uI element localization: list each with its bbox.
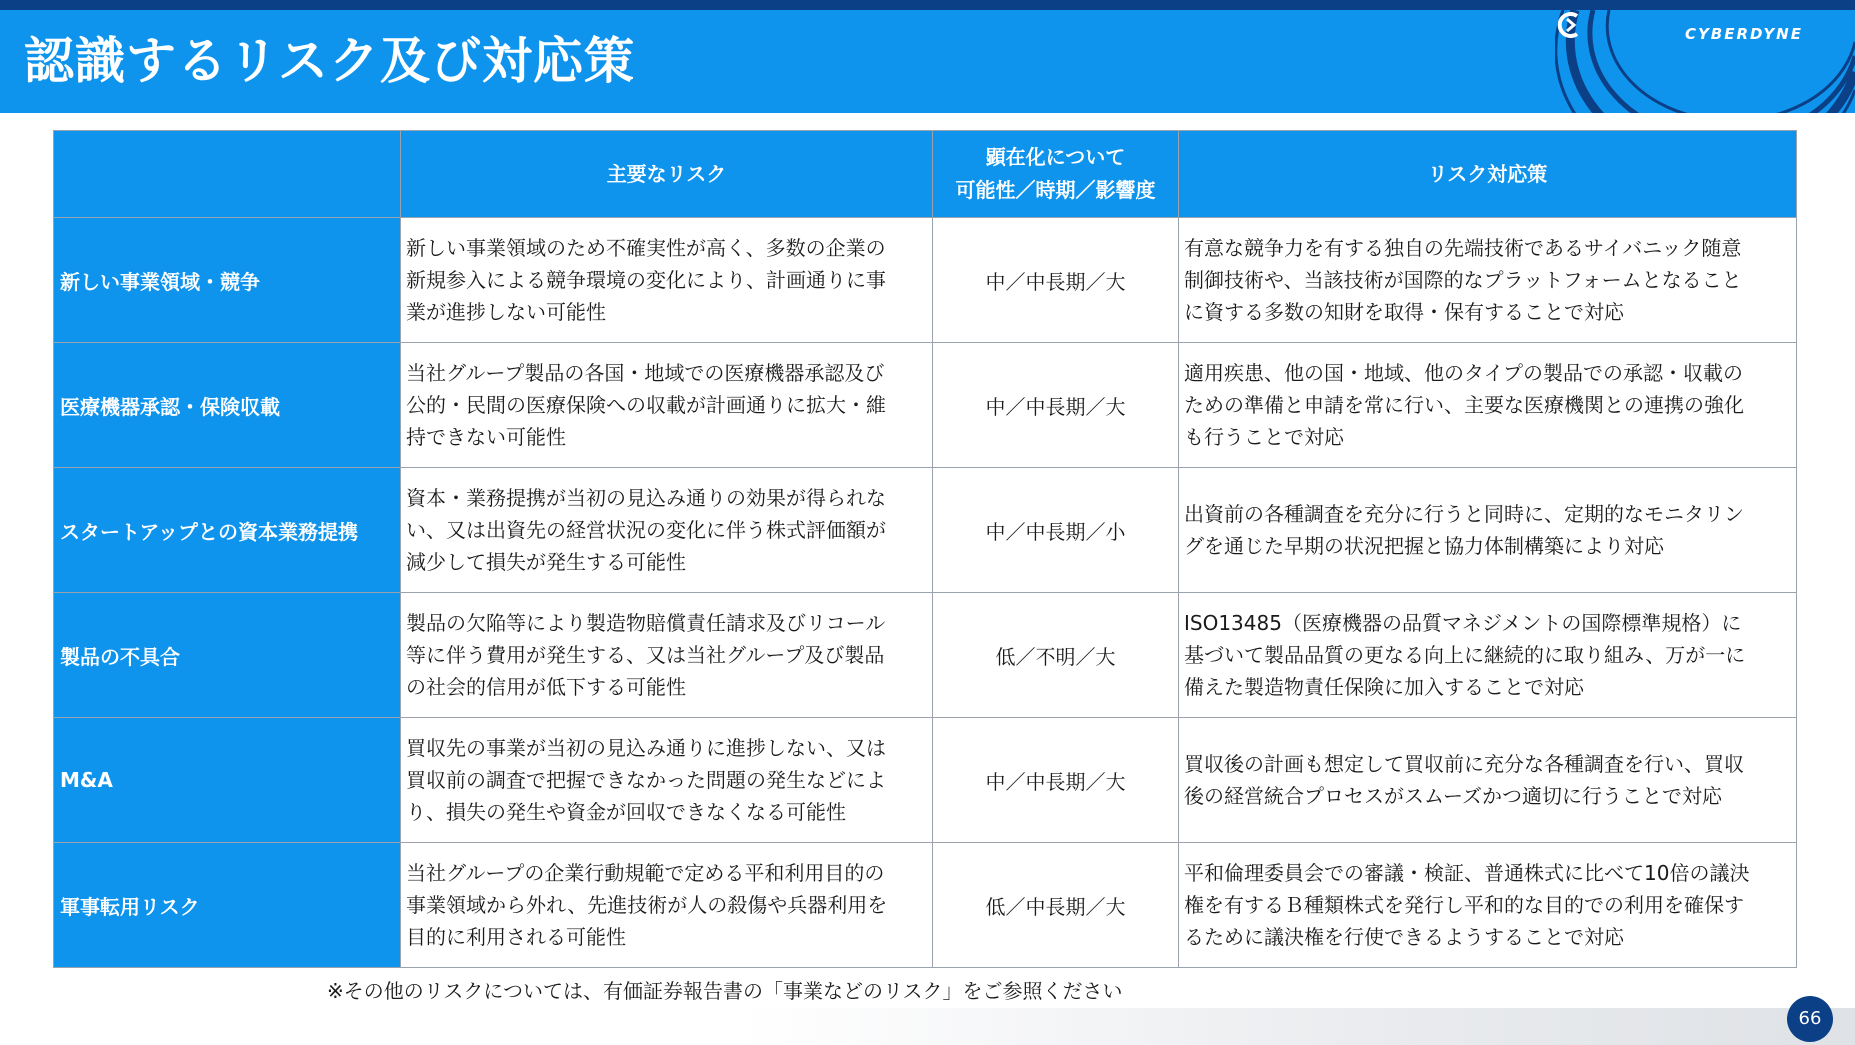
text-line: 新規参入による競争環境の変化により、計画通りに事 <box>406 268 886 292</box>
text-line: に資する多数の知財を取得・保有することで対応 <box>1184 300 1624 324</box>
text-line: い、又は出資先の経営状況の変化に伴う株式評価額が <box>406 518 886 542</box>
risk-category: スタートアップとの資本業務提携 <box>54 468 401 593</box>
risk-description <box>401 843 933 968</box>
text-line: ISO13485（医療機器の品質マネジメントの国際標準規格）に <box>1184 611 1742 635</box>
text-line: も行うことで対応 <box>1184 425 1344 449</box>
text-line: 公的・民間の医療保険への収載が計画通りに拡大・維 <box>406 393 886 417</box>
top-accent-bar <box>0 0 1855 10</box>
text-line: 減少して損失が発生する可能性 <box>406 550 686 574</box>
text-line: 目的に利用される可能性 <box>406 925 626 949</box>
text-line: 後の経営統合プロセスがスムーズかつ適切に行うことで対応 <box>1184 784 1722 808</box>
text-line: り、損失の発生や資金が回収できなくなる可能性 <box>406 800 846 824</box>
risk-description <box>401 593 933 718</box>
cyberdyne-logo-icon <box>1555 10 1585 40</box>
text-line: の社会的信用が低下する可能性 <box>406 675 686 699</box>
header-bar <box>0 10 1855 113</box>
risk-level: 低／中長期／大 <box>933 843 1179 968</box>
risk-measure <box>1179 718 1797 843</box>
text-line: 新しい事業領域のため不確実性が高く、多数の企業の <box>406 236 886 260</box>
text-line: 当社グループの企業行動規範で定める平和利用目的の <box>406 861 885 885</box>
risk-category: 医療機器承認・保険収載 <box>54 343 401 468</box>
risk-table <box>53 130 1797 968</box>
risk-level: 低／不明／大 <box>933 593 1179 718</box>
risk-column-header: 主要なリスク <box>401 131 933 218</box>
text-line: るために議決権を行使できるようすることで対応 <box>1184 925 1624 949</box>
footnote: ※その他のリスクについては、有価証券報告書の「事業などのリスク」をご参照ください <box>327 979 1123 1003</box>
text-line: 制御技術や、当該技術が国際的なプラットフォームとなること <box>1184 268 1742 292</box>
text-line: 権を有するＢ種類株式を発行し平和的な目的での利用を確保す <box>1184 893 1744 917</box>
table-row <box>54 843 1797 968</box>
risk-category: 製品の不具合 <box>54 593 401 718</box>
risk-description <box>401 343 933 468</box>
likelihood-header-line2: 可能性／時期／影響度 <box>955 178 1156 202</box>
table-row <box>54 468 1797 593</box>
table-header-row <box>54 131 1797 218</box>
risk-description <box>401 218 933 343</box>
bottom-gradient-bar <box>0 1008 1855 1045</box>
category-column-header <box>54 131 401 218</box>
text-line: グを通じた早期の状況把握と協力体制構築により対応 <box>1184 534 1664 558</box>
text-line: 有意な競争力を有する独自の先端技術であるサイバニック随意 <box>1184 236 1742 260</box>
risk-level: 中／中長期／大 <box>933 718 1179 843</box>
risk-level: 中／中長期／大 <box>933 218 1179 343</box>
table-row <box>54 718 1797 843</box>
text-line: 製品の欠陥等により製造物賠償責任請求及びリコール <box>406 611 886 635</box>
risk-measure <box>1179 843 1797 968</box>
brand-logo-area <box>1555 10 1855 113</box>
risk-description <box>401 468 933 593</box>
text-line: 基づいて製品品質の更なる向上に継続的に取り組み、万が一に <box>1184 643 1746 667</box>
brand-name: CYBERDYNE <box>1684 25 1803 43</box>
risk-measure <box>1179 593 1797 718</box>
risk-level: 中／中長期／小 <box>933 468 1179 593</box>
measures-column-header: リスク対応策 <box>1179 131 1797 218</box>
text-line: ための準備と申請を常に行い、主要な医療機関との連携の強化 <box>1184 393 1744 417</box>
likelihood-header-line1: 顕在化について <box>985 145 1126 169</box>
likelihood-column-header <box>933 131 1179 218</box>
text-line: 業が進捗しない可能性 <box>406 300 606 324</box>
page-title: 認識するリスク及び対応策 <box>24 32 635 90</box>
text-line: 適用疾患、他の国・地域、他のタイプの製品での承認・収載の <box>1184 361 1743 385</box>
table-row <box>54 218 1797 343</box>
page-number-badge: 66 <box>1787 996 1833 1042</box>
text-line: 買収後の計画も想定して買収前に充分な各種調査を行い、買収 <box>1184 752 1744 776</box>
risk-category: 軍事転用リスク <box>54 843 401 968</box>
text-line: 備えた製造物責任保険に加入することで対応 <box>1184 675 1584 699</box>
risk-measure <box>1179 343 1797 468</box>
text-line: 等に伴う費用が発生する、又は当社グループ及び製品 <box>406 643 885 667</box>
risk-measure <box>1179 218 1797 343</box>
risk-level: 中／中長期／大 <box>933 343 1179 468</box>
risk-description <box>401 718 933 843</box>
text-line: 買収前の調査で把握できなかった問題の発生などによ <box>406 768 886 792</box>
text-line: 事業領域から外れ、先進技術が人の殺傷や兵器利用を <box>406 893 888 917</box>
text-line: 当社グループ製品の各国・地域での医療機器承認及び <box>406 361 885 385</box>
text-line: 持できない可能性 <box>406 425 566 449</box>
text-line: 資本・業務提携が当初の見込み通りの効果が得られな <box>406 486 886 510</box>
risk-category: M&A <box>54 718 401 843</box>
risk-category: 新しい事業領域・競争 <box>54 218 401 343</box>
text-line: 買収先の事業が当初の見込み通りに進捗しない、又は <box>406 736 886 760</box>
text-line: 出資前の各種調査を充分に行うと同時に、定期的なモニタリン <box>1184 502 1744 526</box>
table-row <box>54 593 1797 718</box>
table-row <box>54 343 1797 468</box>
risk-measure <box>1179 468 1797 593</box>
text-line: 平和倫理委員会での審議・検証、普通株式に比べて10倍の議決 <box>1184 861 1750 885</box>
